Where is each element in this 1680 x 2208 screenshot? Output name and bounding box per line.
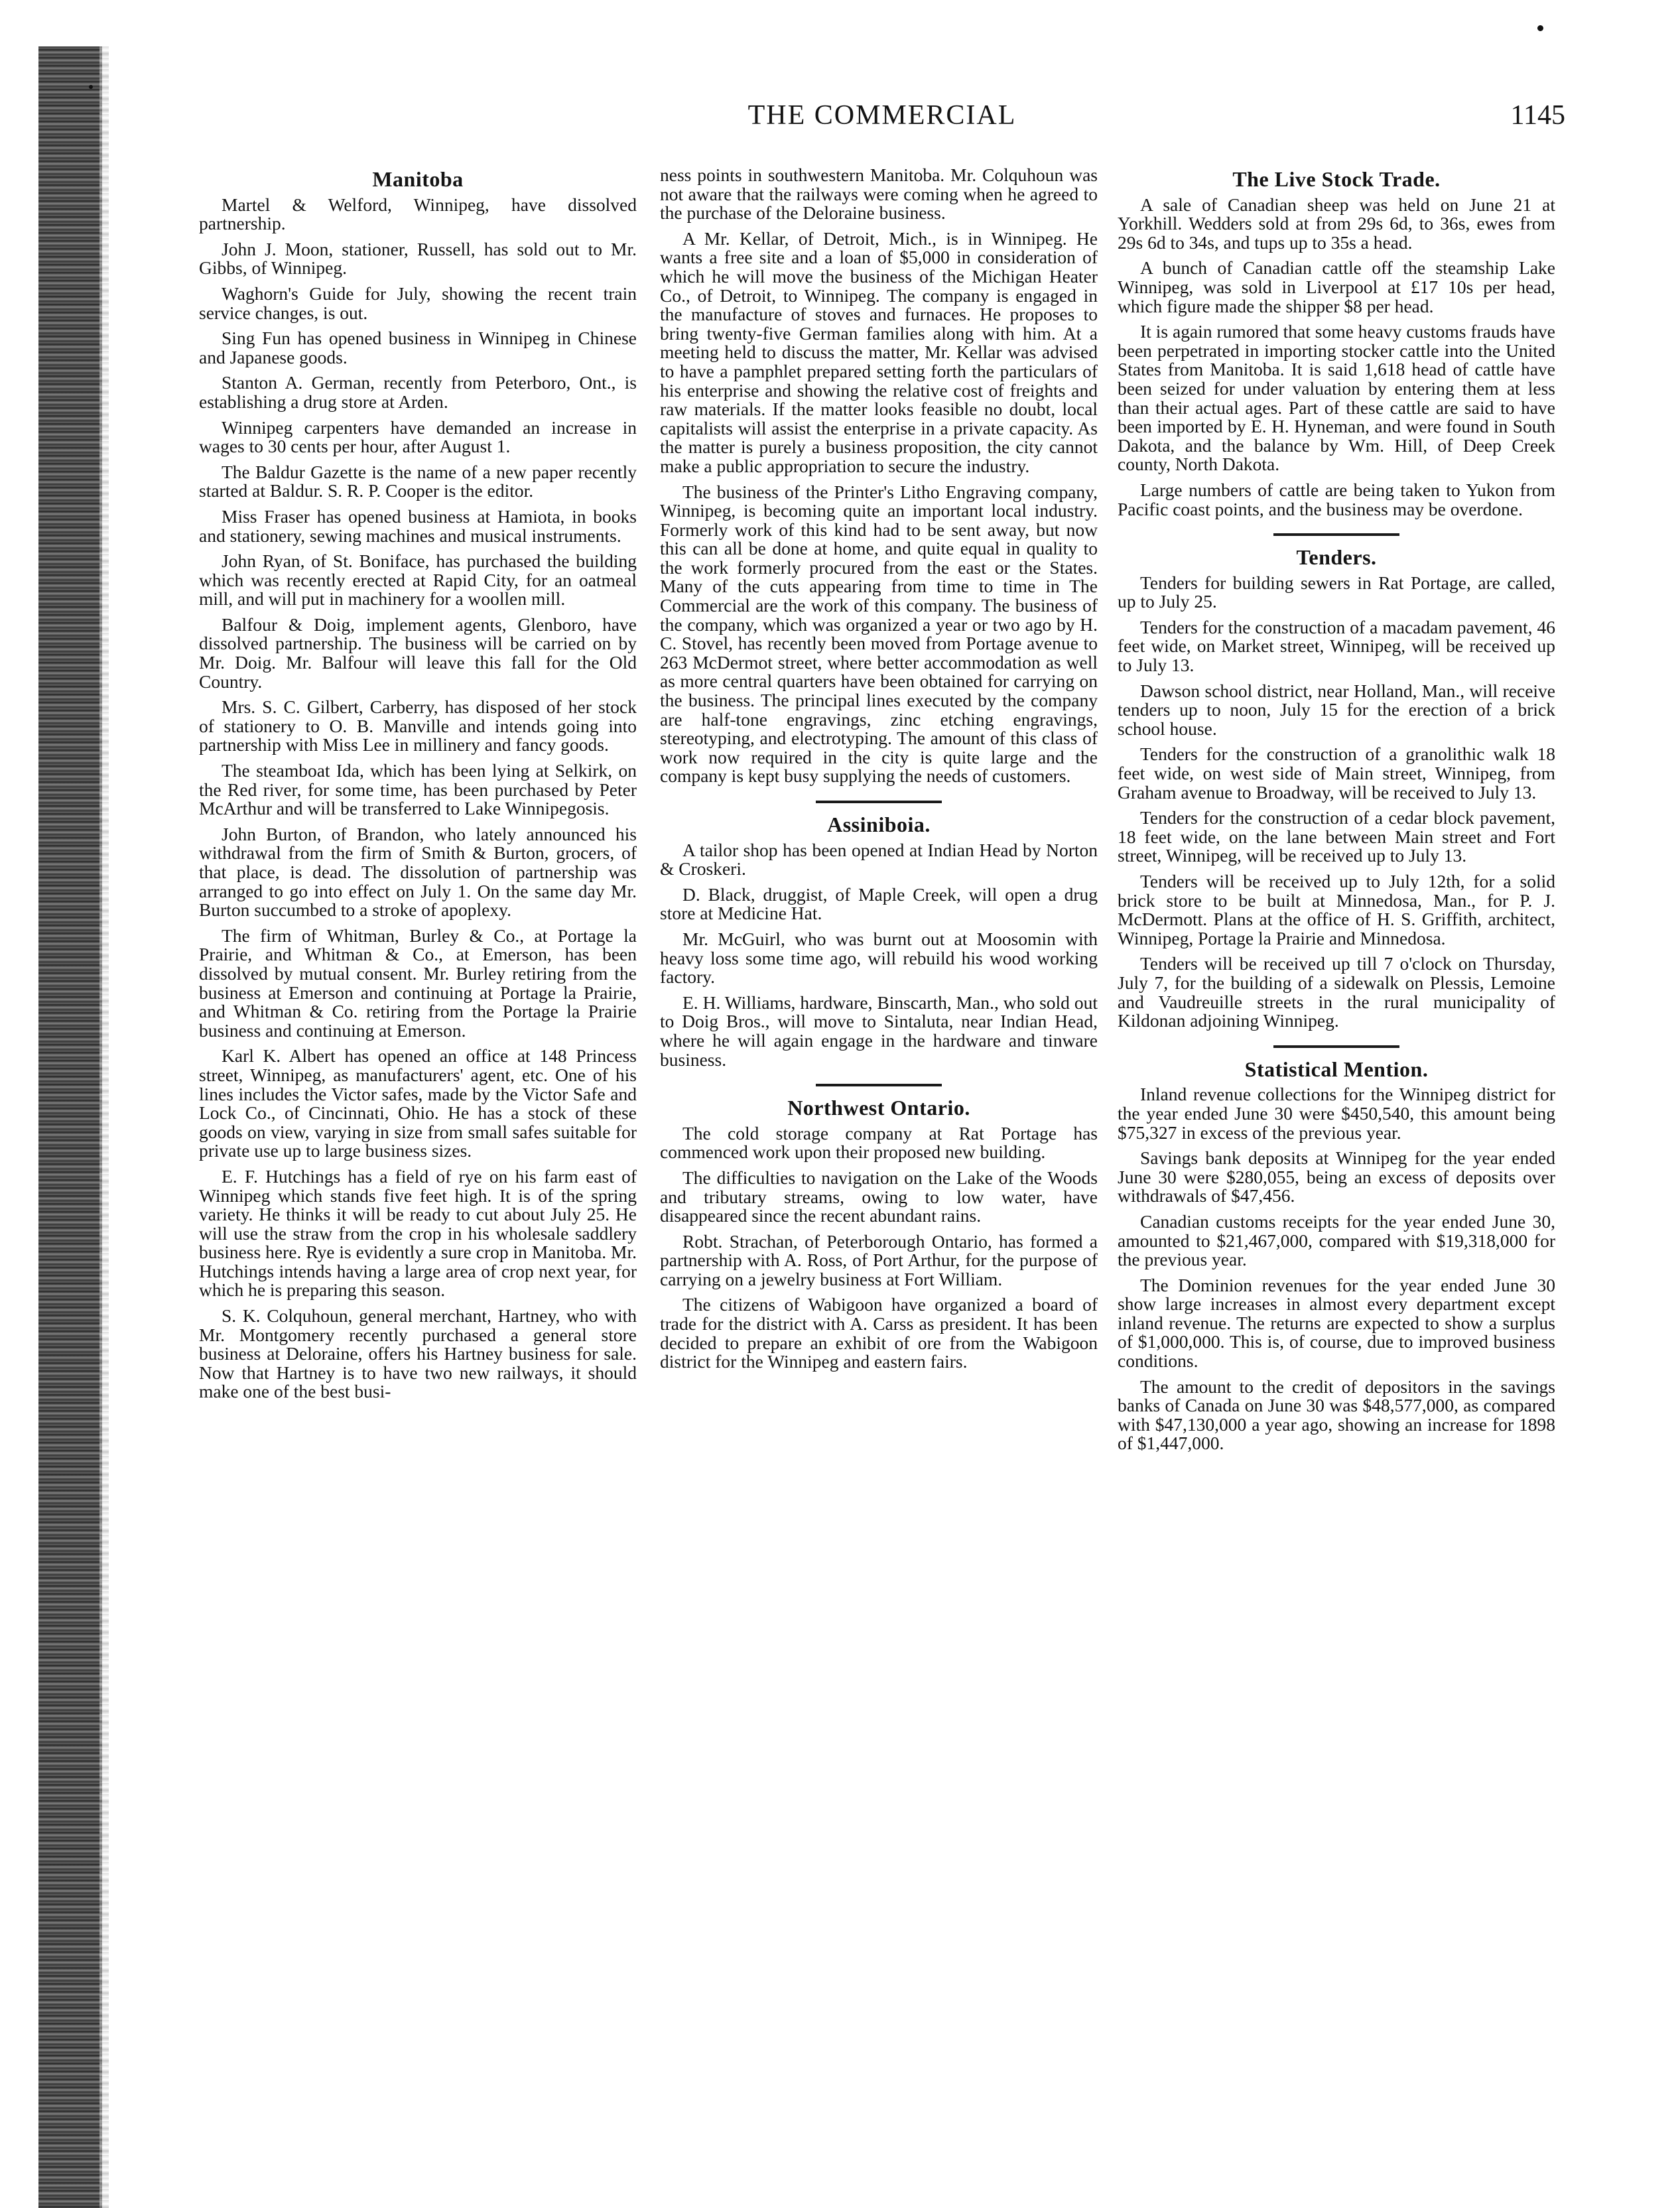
news-item: The difficulties to navigation on the Lake of the Woods and tributary streams, owing to low water, have disappeared since the recent abundant rains. (660, 1167, 1098, 1226)
section-divider (1273, 1045, 1399, 1048)
section-heading: Northwest Ontario. (787, 1096, 970, 1120)
news-item: John Burton, of Brandon, who lately announced his withdrawal from the firm of Smith & Burton, grocers, of that place, is dead. The dissolution of partnership was arranged to go into effect on July 1. On the same day Mr. Burton succumbed to a stroke of apoplexy. (199, 823, 637, 921)
news-item: Miss Fraser has opened business at Hamiota, in books and stationery, sewing machines and musical instruments. (199, 505, 637, 546)
news-item: A sale of Canadian sheep was held on June 21 at Yorkhill. Wedders sold at from 29s 6d, to 36s, ewes from 29s 6d to 34s, and tups up to 35s a head. (1118, 194, 1555, 253)
news-item: Winnipeg carpenters have demanded an increase in wages to 30 cents per hour, after August 1. (199, 417, 637, 457)
news-item: Tenders for the construction of a granolithic walk 18 feet wide, on west side of Main street, Winnipeg, from Graham avenue to Broadway, will be received to July 13. (1118, 744, 1555, 803)
news-item: Tenders will be received up to July 12th, for a solid brick store to be built at Minnedosa, Man., for P. J. McDermott. Plans at the office of H. S. Griffith, architect, Winnipeg, Portage la Prairie and Minnedosa. (1118, 871, 1555, 948)
news-item: Karl K. Albert has opened an office at 148 Princess street, Winnipeg, as manufacturers' agent, etc. One of his lines includes the Victor safes, made by the Victor Safe and Lock Co., of Cincinnati, Ohio. He has a stock of these goods on view, varying in size from small safes suitable for private use up to large business sizes. (199, 1045, 637, 1161)
section-heading: Statistical Mention. (1244, 1057, 1429, 1081)
section-heading: The Live Stock Trade. (1232, 167, 1441, 191)
news-item: Dawson school district, near Holland, Man., will receive tenders up to noon, July 15 for the erection of a brick school house. (1118, 680, 1555, 739)
news-item: Tenders for the construction of a cedar block pavement, 18 feet wide, on the lane between Main street and Fort street, Winnipeg, will be received up to July 13. (1118, 807, 1555, 866)
news-item: It is again rumored that some heavy customs frauds have been perpetrated in importing stocker cattle into the United States from Manitoba. It is said 1,618 head of cattle have been seized for under valuation by entering them at less than their actual ages. Part of these cattle are said to have been imported by E. H. Hyneman, and were found in South Dakota, and the balance by Wm. Hill, of Deep Creek county, North Dakota. (1118, 321, 1555, 475)
news-item: The Dominion revenues for the year ended June 30 show large increases in almost every department except inland revenue. The returns are expected to show a surplus of $1,000,000. This is, of course, due to improved business conditions. (1118, 1274, 1555, 1372)
news-item: The firm of Whitman, Burley & Co., at Portage la Prairie, and Whitman & Co., at Emerson, has been dissolved by mutual consent. Mr. Burley retiring from the business at Emerson and continuing at Portage la Prairie, and Whitman & Co. retiring from the Portage la Prairie business and continuing at Emerson. (199, 925, 637, 1041)
news-item: D. Black, druggist, of Maple Creek, will open a drug store at Medicine Hat. (660, 883, 1098, 924)
news-item: Tenders for building sewers in Rat Portage, are called, up to July 25. (1118, 572, 1555, 612)
section-heading: Manitoba (372, 167, 464, 191)
news-item: Robt. Strachan, of Peterborough Ontario, has formed a partnership with A. Ross, of Port Arthur, for the purpose of carrying on a jewelry business at Fort William. (660, 1230, 1098, 1289)
news-item: Waghorn's Guide for July, showing the recent train service changes, is out. (199, 283, 637, 323)
news-item: Canadian customs receipts for the year ended June 30, amounted to $21,467,000, compared with $19,318,000 for the previous year. (1118, 1210, 1555, 1270)
news-item: Large numbers of cattle are being taken to Yukon from Pacific coast points, and the business may be overdone. (1118, 479, 1555, 519)
news-item: Sing Fun has opened business in Winnipeg in Chinese and Japanese goods. (199, 328, 637, 367)
publication-title: THE COMMERCIAL (747, 100, 1017, 131)
news-item: The cold storage company at Rat Portage has commenced work upon their proposed new building. (660, 1122, 1098, 1163)
news-item: A Mr. Kellar, of Detroit, Mich., is in Winnipeg. He wants a free site and a loan of $5,000 in consideration of which he will move the business of the Michigan Heater Co., of Detroit, to Winnipeg. The company is engaged in the manufacture of stoves and furnaces. He proposes to bring twenty-five German families along with him. At a meeting held to discuss the matter, Mr. Kellar was advised to have a pamphlet prepared setting forth the particulars of his enterprise and showing the relative cost of freights and raw materials. If the matter looks feasible no doubt, local capitalists will assist the enterprise in a private capacity. As the matter is purely a business proposition, the city cannot make a public appropriation to secure the industry. (660, 227, 1098, 476)
news-item: The citizens of Wabigoon have organized a board of trade for the district with A. Carss as president. It has been decided to prepare an exhibit of ore from the Wabigoon district for the Winnipeg and eastern fairs. (660, 1294, 1098, 1372)
news-item: The Baldur Gazette is the name of a new paper recently started at Baldur. S. R. P. Cooper is the editor. (199, 461, 637, 501)
section-heading: Assiniboia. (827, 812, 931, 836)
section-divider (816, 1084, 942, 1086)
binding-edge-fray (99, 46, 109, 2208)
news-item: Mrs. S. C. Gilbert, Carberry, has disposed of her stock of stationery to O. B. Manville and intends going into partnership with Miss Lee in millinery and fancy goods. (199, 696, 637, 755)
column-2 (660, 166, 1098, 2191)
page-header (199, 99, 1565, 139)
news-item: S. K. Colquhoun, general merchant, Hartney, who with Mr. Montgomery recently purchased a general store business at Deloraine, offers his Hartney business for sale. Now that Hartney is to have two new railways, it should make one of the best busi- (199, 1305, 637, 1402)
page-number: 1145 (1510, 100, 1565, 131)
section-divider (1273, 533, 1399, 536)
news-item: The business of the Printer's Litho Engraving company, Winnipeg, is becoming quite an important local industry. Formerly work of this kind had to be sent away, but now this can all be done at home, and quite equal in quality to the work formerly procured from the east or the States. Many of the cuts appearing from time to time in The Commercial are the work of this company. The business of the company, which was organized a year or two ago by H. C. Stovel, has recently been moved from Portage avenue to 263 McDermot street, where better accommodation as well as more central quarters have been obtained for carrying on the business. The principal lines executed by the company are half-tone engravings, zinc etching engravings, stereotyping, and electrotyping. The amount of this class of work now required in the city is quite large and the company is kept busy supplying the needs of customers. (660, 481, 1098, 787)
news-item: John J. Moon, stationer, Russell, has sold out to Mr. Gibbs, of Winnipeg. (199, 238, 637, 279)
news-item: The steamboat Ida, which has been lying at Selkirk, on the Red river, for some time, has been purchased by Peter McArthur and will be transferred to Lake Winnipegosis. (199, 760, 637, 819)
news-item: Stanton A. German, recently from Peterboro, Ont., is establishing a drug store at Arden. (199, 372, 637, 412)
news-item: E. H. Williams, hardware, Binscarth, Man., who sold out to Doig Bros., will move to Sintaluta, near Indian Head, where he will again engage in the hardware and tinware business. (660, 992, 1098, 1070)
column-3 (1118, 166, 1555, 2191)
news-item: A bunch of Canadian cattle off the steamship Lake Winnipeg, was sold in Liverpool at £17 10s per head, which figure made the shipper $8 per head. (1118, 257, 1555, 316)
section-divider (816, 801, 942, 803)
ink-speck (1537, 25, 1543, 31)
news-item: Martel & Welford, Winnipeg, have dissolved partnership. (199, 194, 637, 234)
news-item: E. F. Hutchings has a field of rye on his farm east of Winnipeg which stands five feet high. It is of the spring variety. He thinks it will be ready to cut about July 25. He will use the straw from the crop in his wholesale saddlery business here. Rye is evidently a sure crop in Manitoba. Mr. Hutchings intends having a large area of crop next year, for which he is preparing this season. (199, 1165, 637, 1301)
news-item: John Ryan, of St. Boniface, has purchased the building which was recently erected at Rapid City, for an oatmeal mill, and will put in machinery for a woollen mill. (199, 551, 637, 610)
news-item: Tenders for the construction of a macadam pavement, 46 feet wide, on Market street, Winnipeg, will be received up to July 13. (1118, 616, 1555, 676)
news-item: Tenders will be received up till 7 o'clock on Thursday, July 7, for the building of a sidewalk on Plessis, Lemoine and Vaudreuille streets in the rural municipality of Kildonan adjoining Winnipeg. (1118, 953, 1555, 1031)
continued-paragraph: ness points in southwestern Manitoba. Mr. Colquhoun was not aware that the railways were coming when he agreed to the purchase of the Deloraine business. (660, 164, 1098, 224)
news-item: Inland revenue collections for the Winnipeg district for the year ended June 30 were $450,540, this amount being $75,327 in excess of the previous year. (1118, 1084, 1555, 1143)
news-item: Savings bank deposits at Winnipeg for the year ended June 30 were $280,055, being an excess of deposits over withdrawals of $47,456. (1118, 1147, 1555, 1206)
news-item: The amount to the credit of depositors in the savings banks of Canada on June 30 was $48,577,000, as compared with $47,130,000 a year ago, showing an increase for 1898 of $1,447,000. (1118, 1376, 1555, 1454)
news-item: Balfour & Doig, implement agents, Glenboro, have dissolved partnership. The business will be carried on by Mr. Doig. Mr. Balfour will leave this fall for the Old Country. (199, 614, 637, 692)
section-heading: Tenders. (1296, 545, 1377, 570)
binding-edge (38, 46, 102, 2208)
news-item: A tailor shop has been opened at Indian Head by Norton & Croskeri. (660, 839, 1098, 879)
column-1 (199, 166, 637, 2191)
ink-speck (89, 85, 93, 89)
news-item: Mr. McGuirl, who was burnt out at Moosomin with heavy loss some time ago, will rebuild his wood working factory. (660, 928, 1098, 988)
